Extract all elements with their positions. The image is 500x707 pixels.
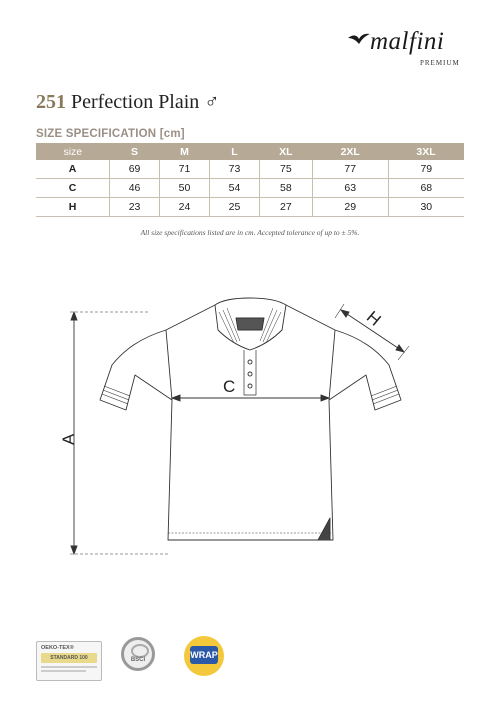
table-cell: 30 xyxy=(388,198,464,217)
row-label: A xyxy=(36,160,110,179)
table-cell: 23 xyxy=(110,198,160,217)
row-label: H xyxy=(36,198,110,217)
table-cell: 73 xyxy=(209,160,259,179)
label-a: A xyxy=(59,433,78,445)
brand-name: malfini xyxy=(370,28,445,55)
right-sleeve xyxy=(329,330,401,410)
bsci-text: BSCI xyxy=(130,657,146,663)
oeko-mid: STANDARD 100 xyxy=(50,655,88,661)
product-name: Perfection Plain xyxy=(71,91,200,113)
table-cell: 29 xyxy=(312,198,388,217)
table-cell: 79 xyxy=(388,160,464,179)
label-h: H xyxy=(362,307,385,330)
table-cell: 75 xyxy=(259,160,312,179)
left-sleeve xyxy=(100,330,172,410)
wrap-logo xyxy=(180,636,230,678)
table-cell: 71 xyxy=(160,160,210,179)
shirt-body-outline xyxy=(166,330,335,540)
table-cell: 69 xyxy=(110,160,160,179)
table-cell: 63 xyxy=(312,179,388,198)
oeko-top: OEKO-TEX® xyxy=(41,645,74,651)
table-cell: 25 xyxy=(209,198,259,217)
size-col: 3XL xyxy=(388,143,464,160)
label-c: C xyxy=(223,377,236,396)
gender-symbol: ♂ xyxy=(204,91,220,113)
size-col: L xyxy=(209,143,259,160)
section-heading: SIZE SPECIFICATION [cm] xyxy=(36,128,185,140)
product-number: 251 xyxy=(36,91,66,113)
tolerance-note: All size specifications listed are in cm. Accepted tolerance of up to ± 5%. xyxy=(140,228,360,237)
table-cell: 46 xyxy=(110,179,160,198)
table-cell: 68 xyxy=(388,179,464,198)
size-col: S xyxy=(110,143,160,160)
size-col: XL xyxy=(259,143,312,160)
table-cell: 77 xyxy=(312,160,388,179)
bsci-logo xyxy=(121,637,155,671)
wrap-text: WRAP xyxy=(190,650,218,660)
table-cell: 24 xyxy=(160,198,210,217)
size-header: size xyxy=(36,143,110,160)
brand-sub: PREMIUM xyxy=(420,59,460,67)
size-col: 2XL xyxy=(312,143,388,160)
size-col: M xyxy=(160,143,210,160)
table-cell: 27 xyxy=(259,198,312,217)
row-label: C xyxy=(36,179,110,198)
table-cell: 50 xyxy=(160,179,210,198)
oeko-tex-logo xyxy=(36,641,102,681)
table-cell: 58 xyxy=(259,179,312,198)
table-cell: 54 xyxy=(209,179,259,198)
side-vent xyxy=(318,518,330,540)
